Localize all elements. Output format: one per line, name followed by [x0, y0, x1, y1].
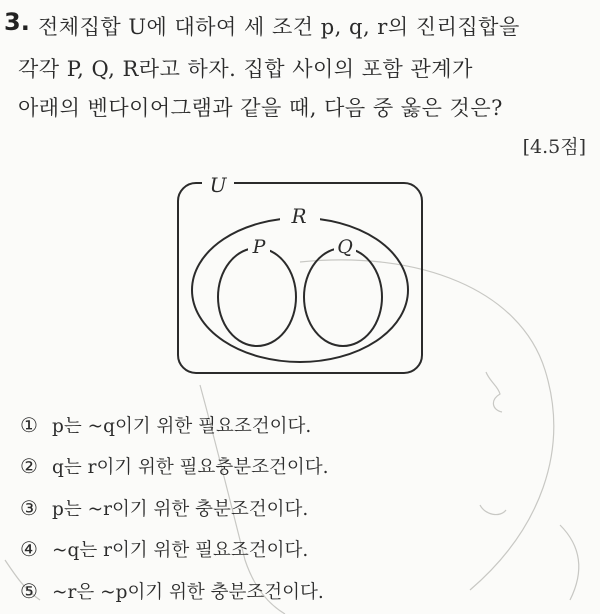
set-p-ellipse	[218, 248, 296, 346]
choice-1[interactable]	[20, 404, 329, 446]
set-q-ellipse	[304, 248, 382, 346]
choice-2[interactable]	[20, 446, 329, 488]
question-text-line-3: 아래의 벤다이어그램과 같을 때, 다음 중 옳은 것은?	[18, 96, 503, 120]
choice-5-text: ~r은 ~p이기 위한 충분조건이다.	[52, 581, 324, 603]
choice-4[interactable]	[20, 529, 329, 571]
answer-choices	[20, 404, 329, 612]
choice-4-text: ~q는 r이기 위한 필요조건이다.	[52, 540, 309, 562]
choice-2-text: q는 r이기 위한 필요충분조건이다.	[52, 457, 329, 479]
choice-4-number: ④	[20, 537, 38, 562]
choice-5[interactable]	[20, 570, 329, 612]
question-number: 3.	[4, 8, 30, 36]
set-p-label: P	[252, 236, 266, 258]
choice-3[interactable]	[20, 487, 329, 529]
question-text-line-1: 전체집합 U에 대하여 세 조건 p, q, r의 진리집합을	[38, 15, 520, 39]
universe-label: U	[209, 173, 227, 197]
choice-3-number: ③	[20, 495, 38, 520]
choice-2-number: ②	[20, 454, 38, 479]
set-q-label: Q	[337, 236, 353, 258]
choice-5-number: ⑤	[20, 578, 38, 603]
question-text-line-2: 각각 P, Q, R라고 하자. 집합 사이의 포함 관계가	[18, 57, 473, 81]
points-label: [4.5점]	[522, 136, 586, 158]
choice-3-text: p는 ~r이기 위한 충분조건이다.	[52, 498, 309, 520]
choice-1-number: ①	[20, 412, 38, 437]
set-r-ellipse	[192, 218, 408, 362]
set-r-label: R	[291, 204, 307, 228]
choice-1-text: p는 ~q이기 위한 필요조건이다.	[52, 415, 312, 437]
